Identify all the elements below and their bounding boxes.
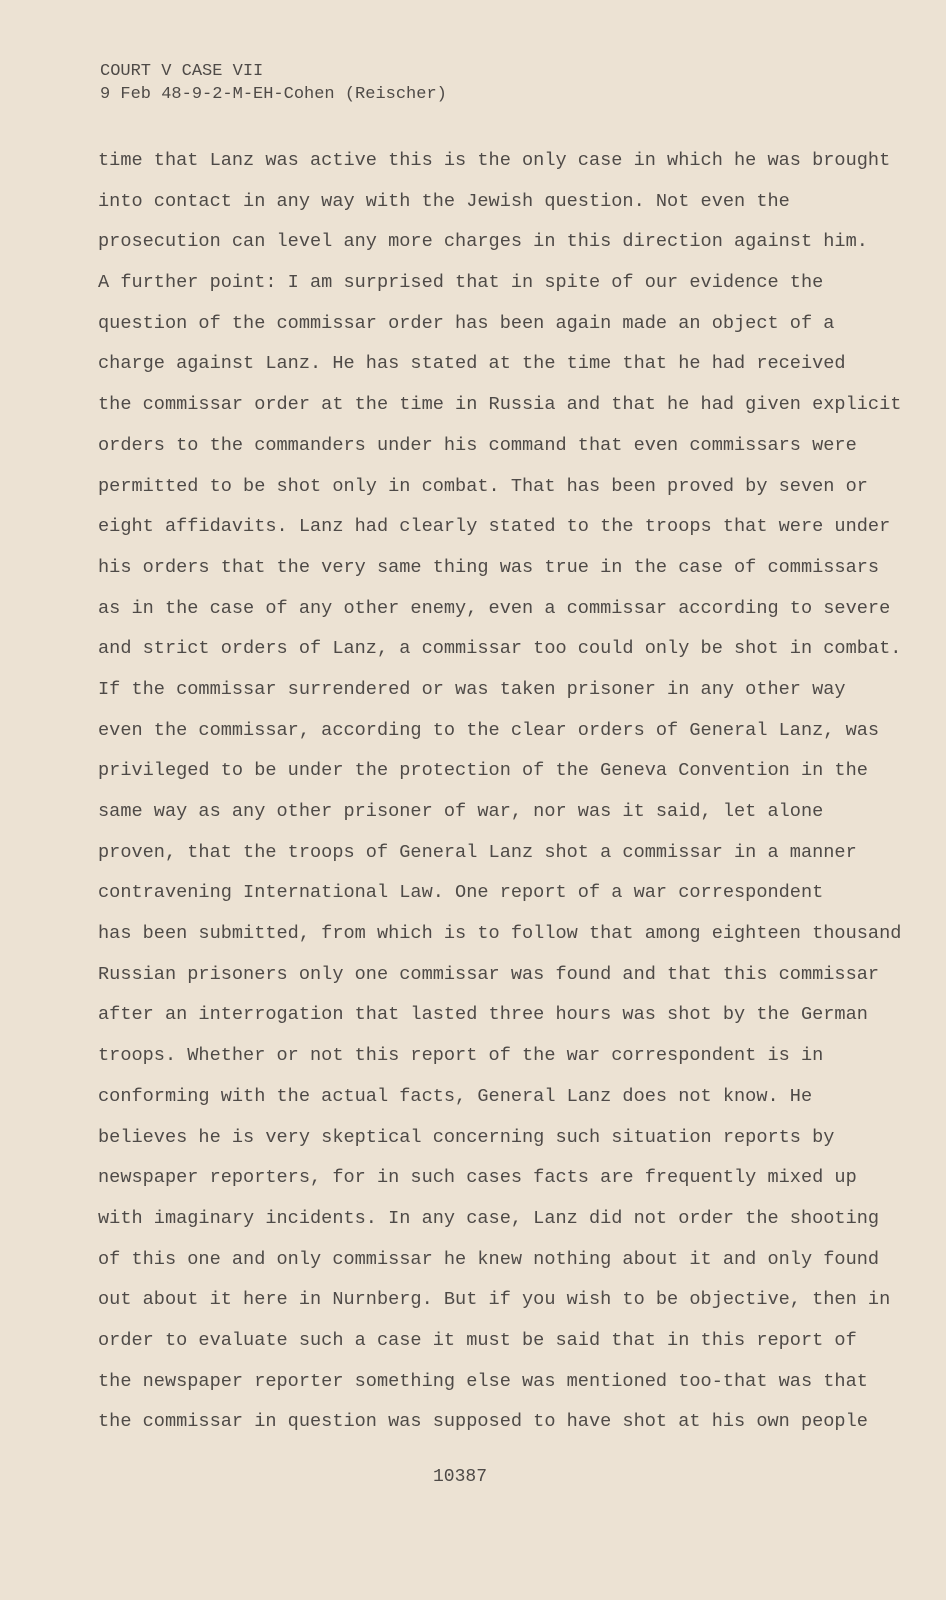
text-line: and strict orders of Lanz, a commissar too could only be shot in combat. xyxy=(98,638,902,660)
text-line: privileged to be under the protection of the Geneva Convention in the xyxy=(98,760,868,782)
text-line: time that Lanz was active this is the only case in which he was brought xyxy=(98,150,891,171)
text-line: A further point: I am surprised that in spite of our evidence the xyxy=(98,272,824,294)
text-line: troops. Whether or not this report of the war correspondent is in xyxy=(98,1045,824,1067)
text-line: permitted to be shot only in combat. That has been proved by seven or xyxy=(98,475,868,497)
text-line: into contact in any way with the Jewish question. Not even the xyxy=(98,190,790,212)
document-body xyxy=(98,141,901,1443)
text-line: even the commissar, according to the clear orders of General Lanz, was xyxy=(98,719,880,741)
text-line: the commissar order at the time in Russia and that he had given explicit xyxy=(98,394,902,416)
text-line: of this one and only commissar he knew nothing about it and only found xyxy=(98,1248,880,1270)
text-line: the commissar in question was supposed to have shot at his own people xyxy=(98,1411,868,1433)
document-header xyxy=(100,60,447,106)
text-line: as in the case of any other enemy, even a commissar according to severe xyxy=(98,597,891,619)
text-line: Russian prisoners only one commissar was found and that this commissar xyxy=(98,963,880,985)
text-line: order to evaluate such a case it must be said that in this report of xyxy=(98,1329,857,1351)
text-line: conforming with the actual facts, General Lanz does not know. He xyxy=(98,1085,813,1107)
page-number: 10387 xyxy=(433,1467,488,1487)
text-line: with imaginary incidents. In any case, Lanz did not order the shooting xyxy=(98,1207,880,1229)
text-line: the newspaper reporter something else was mentioned too-that was that xyxy=(98,1370,868,1392)
text-line: If the commissar surrendered or was taken prisoner in any other way xyxy=(98,678,846,700)
text-line: contravening International Law. One report of a war correspondent xyxy=(98,882,824,904)
text-line: question of the commissar order has been again made an object of a xyxy=(98,312,835,334)
text-line: has been submitted, from which is to follow that among eighteen thousand xyxy=(98,923,902,945)
text-line: proven, that the troops of General Lanz shot a commissar in a manner xyxy=(98,841,857,863)
text-line: out about it here in Nurnberg. But if you wish to be objective, then in xyxy=(98,1289,891,1311)
text-line: prosecution can level any more charges in this direction against him. xyxy=(98,231,868,253)
session-reference: 9 Feb 48-9-2-M-EH-Cohen (Reischer) xyxy=(100,85,447,104)
text-line: eight affidavits. Lanz had clearly stated to the troops that were under xyxy=(98,516,891,538)
text-line: after an interrogation that lasted three hours was shot by the German xyxy=(98,1004,868,1026)
text-line: newspaper reporters, for in such cases facts are frequently mixed up xyxy=(98,1167,857,1189)
text-line: charge against Lanz. He has stated at the time that he had received xyxy=(98,353,846,375)
text-line: same way as any other prisoner of war, nor was it said, let alone xyxy=(98,801,824,822)
text-line: believes he is very skeptical concerning such situation reports by xyxy=(98,1126,835,1148)
text-line: his orders that the very same thing was true in the case of commissars xyxy=(98,556,880,578)
case-heading: COURT V CASE VII xyxy=(100,62,264,81)
text-line: orders to the commanders under his command that even commissars were xyxy=(98,434,857,456)
